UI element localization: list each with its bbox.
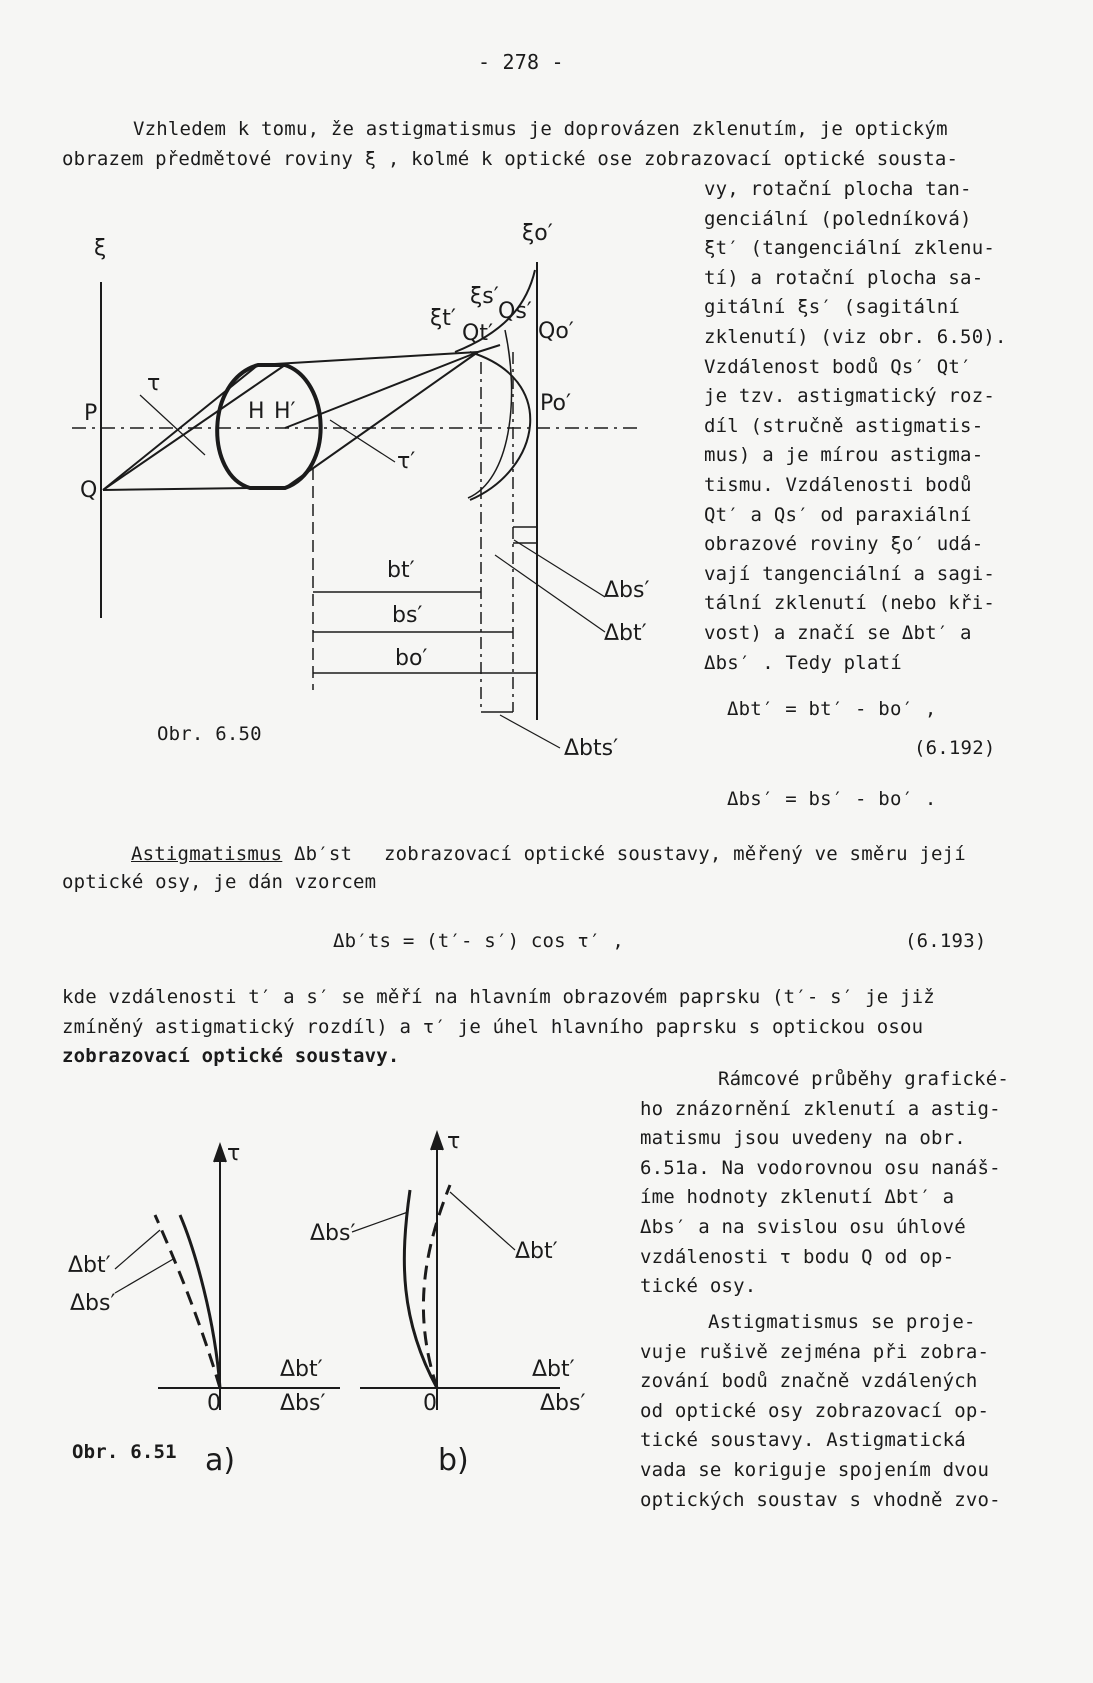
label-tau: τ — [147, 371, 161, 396]
label-dbs: Δbs′ — [604, 578, 650, 603]
where-line3: zobrazovací optické soustavy. — [62, 1045, 400, 1067]
label-bo: bo′ — [395, 646, 428, 671]
side-text-line: ξt′ (tangenciální zklenu- — [704, 237, 995, 260]
side-text-line: díl (stručně astigmatis- — [704, 414, 984, 437]
astig-line2: optické osy, je dán vzorcem — [62, 871, 377, 893]
right-text-line: tické osy. — [640, 1275, 757, 1298]
label-po: Po′ — [540, 391, 571, 416]
right-text-line: ho znázornění zklenutí a astig- — [640, 1097, 1001, 1120]
intro-line-1: Vzhledem k tomu, že astigmatismus je doprovázen zklenutím, je optickým — [133, 118, 948, 140]
label-xi-s: ξs′ — [470, 284, 499, 309]
side-text-line: vost) a značí se Δbt′ a — [704, 622, 972, 644]
side-text-line: tální zklenutí (nebo kři- — [704, 592, 995, 615]
side-text-line: vají tangenciální a sagi- — [704, 562, 995, 585]
right-text-line: 6.51a. Na vodorovnou osu nanáš- — [640, 1156, 1001, 1179]
fig651a-axis-dbs: Δbs′ — [280, 1391, 326, 1416]
right-text2-line: vuje rušivě zejména při zobra- — [640, 1340, 990, 1363]
page-number: - 278 - — [478, 50, 564, 74]
eq193-number: (6.193) — [905, 930, 987, 952]
right-text-line: matismu jsou uvedeny na obr. — [640, 1127, 966, 1150]
right-text-line: Rámcové průběhy grafické- — [718, 1068, 1009, 1090]
right-text-line: vzdálenosti τ bodu Q od op- — [640, 1245, 955, 1268]
side-text-line: vy, rotační plocha tan- — [704, 178, 972, 200]
side-text-line: Qt′ a Qs′ od paraxiální — [704, 503, 972, 526]
where-line2: zmíněný astigmatický rozdíl) a τ′ je úhel hlavního paprsku s optickou osou — [62, 1016, 924, 1038]
side-text-line: genciální (poledníková) — [704, 207, 972, 230]
fig651a-axis-dbt: Δbt′ — [280, 1357, 323, 1382]
right-text-line: íme hodnoty zklenutí Δbt′ a — [640, 1186, 955, 1209]
side-text-line: je tzv. astigmatický roz- — [704, 385, 995, 408]
side-text-line: tismu. Vzdálenosti bodů — [704, 474, 972, 496]
label-p: P — [84, 401, 98, 426]
fig651-b-label: b) — [438, 1443, 469, 1478]
fig651a-curve-t — [180, 1215, 220, 1388]
label-h: H — [248, 399, 265, 424]
right-text2-line: optických soustav s vhodně zvo- — [640, 1488, 1001, 1511]
eq192-number: (6.192) — [914, 737, 996, 759]
where-line1: kde vzdálenosti t′ a s′ se měří na hlavním obrazovém paprsku (t′- s′ je již — [62, 986, 935, 1008]
label-h2: H′ — [274, 399, 296, 424]
side-text-line: gitální ξs′ (sagitální — [704, 296, 961, 319]
label-xi: ξ — [94, 236, 107, 261]
label-qs: Qs′ — [498, 299, 532, 324]
label-dbt: Δbt′ — [604, 621, 647, 646]
fig651a-curve-s — [155, 1215, 220, 1388]
right-text2-line: tické soustavy. Astigmatická — [640, 1429, 966, 1452]
right-text2-line: Astigmatismus se proje- — [708, 1311, 976, 1333]
label-xi-t: ξt′ — [430, 306, 456, 331]
label-bt: bt′ — [387, 558, 415, 583]
label-qo: Qo′ — [538, 319, 574, 344]
astig-symbol: Δb′st — [294, 843, 353, 865]
label-bs: bs′ — [392, 603, 423, 628]
astig-rest: zobrazovací optické soustavy, měřený ve směru její — [384, 843, 966, 865]
fig651b-dbt-label: Δbt′ — [515, 1239, 558, 1264]
fig651b-axis-dbs: Δbs′ — [540, 1391, 586, 1416]
right-text2-line: zování bodů značně vzdálených — [640, 1370, 978, 1393]
eq193-formula: Δb′ts = (t′- s′) cos τ′ , — [333, 930, 624, 952]
side-text-line: mus) a je mírou astigma- — [704, 444, 984, 467]
fig651-caption: Obr. 6.51 — [72, 1441, 177, 1463]
side-text-line: Vzdálenost bodů Qs′ Qt′ — [704, 355, 972, 378]
intro-line-2: obrazem předmětové roviny ξ , kolmé k optické ose zobrazovací optické sousta- — [62, 148, 959, 170]
side-text-line: zklenutí) (viz obr. 6.50). — [704, 326, 1007, 348]
fig651b-axis-dbt: Δbt′ — [532, 1357, 575, 1382]
label-xi-o: ξo′ — [522, 221, 553, 246]
side-text-line: Δbs′ . Tedy platí — [704, 651, 902, 674]
label-q: Q — [80, 478, 98, 503]
fig651b-dbs-label: Δbs′ — [310, 1221, 356, 1246]
fig651a-tau: τ — [227, 1141, 241, 1166]
right-text2-line: od optické osy zobrazovací op- — [640, 1399, 990, 1422]
fig651b-zero: 0 — [423, 1391, 437, 1416]
right-text-line: Δbs′ a na svislou osu úhlové — [640, 1216, 966, 1238]
side-text-line: obrazové roviny ξo′ udá- — [704, 533, 984, 556]
eq192-line1: Δbt′ = bt′ - bo′ , — [727, 698, 937, 720]
fig651b-curve-t — [404, 1190, 437, 1388]
fig651a-dbs-label: Δbs′ — [70, 1291, 116, 1316]
eq192-line2: Δbs′ = bs′ - bo′ . — [727, 788, 937, 810]
fig650-caption: Obr. 6.50 — [157, 723, 262, 745]
astig-term: Astigmatismus — [131, 843, 283, 865]
label-dbts: Δbts′ — [564, 736, 619, 761]
right-text2-line: vada se koriguje spojením dvou — [640, 1459, 990, 1481]
side-text-line: tí) a rotační plocha sa- — [704, 266, 984, 289]
fig651a-zero: 0 — [207, 1391, 221, 1416]
fig651b-tau: τ — [447, 1129, 461, 1154]
label-qt: Qt′ — [462, 321, 493, 346]
label-tau2: τ′ — [397, 449, 416, 474]
fig651-a-label: a) — [205, 1443, 236, 1478]
fig651a-dbt-label: Δbt′ — [68, 1253, 111, 1278]
